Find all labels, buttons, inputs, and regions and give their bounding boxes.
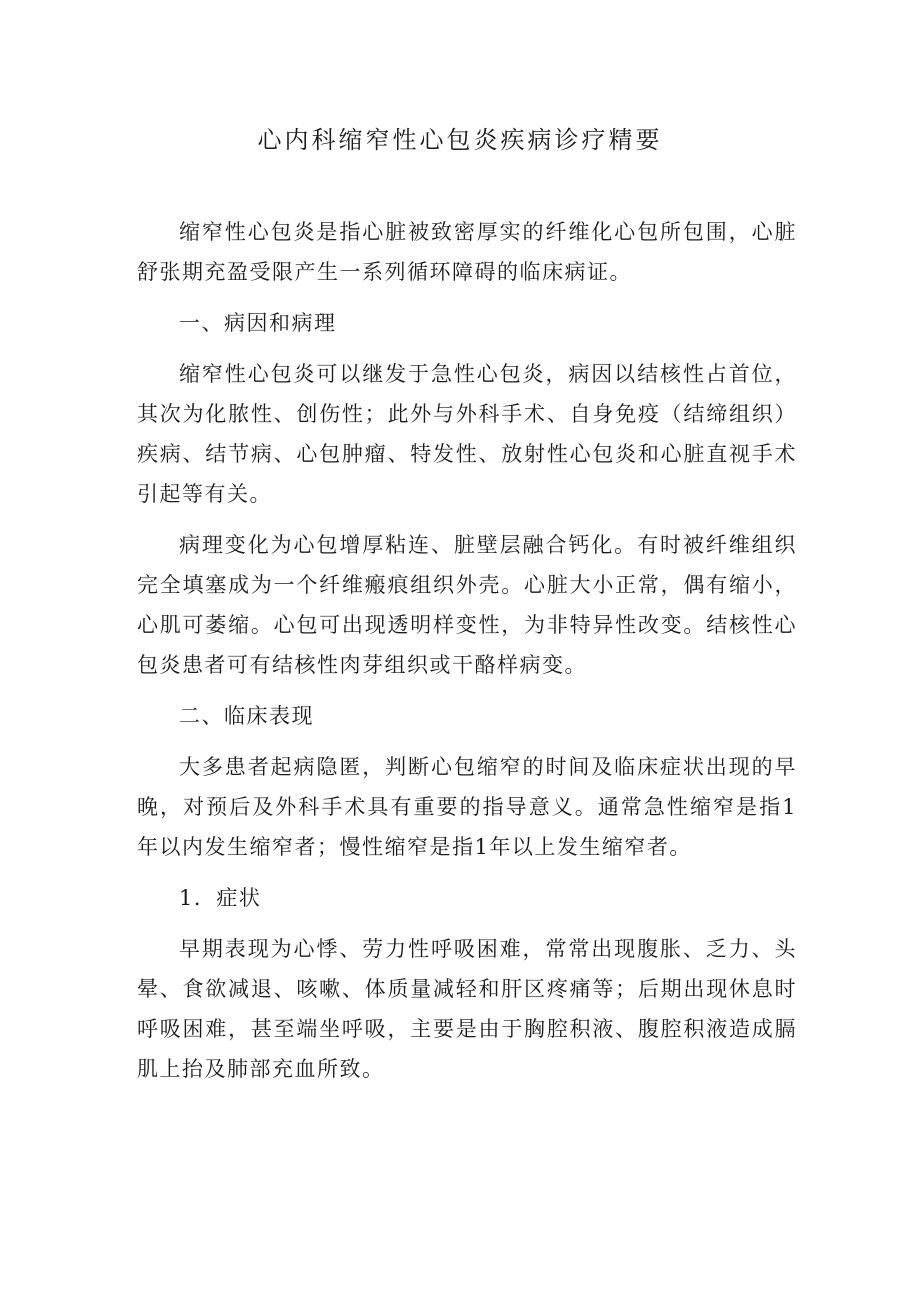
subsection-heading-symptoms: 1．症状	[179, 886, 262, 910]
paragraph-intro: 缩窄性心包炎是指心脏被致密厚实的纤维化心包所包围，心脏舒张期充盈受限产生一系列循环障碍的临床病证。	[137, 220, 797, 284]
section-heading-clinical: 二、临床表现	[179, 704, 314, 728]
document-title: 心内科缩窄性心包炎疾病诊疗精要	[257, 126, 663, 154]
section-heading-etiology: 一、病因和病理	[179, 311, 337, 335]
paragraph-symptoms: 早期表现为心悸、劳力性呼吸困难，常常出现腹胀、乏力、头晕、食欲减退、咳嗽、体质量减轻和肝区疼痛等；后期出现休息时呼吸困难，甚至端坐呼吸，主要是由于胸腔积液、腹腔积液造成膈肌上抬及肺部充血所致。	[137, 937, 797, 1081]
paragraph-pathology: 病理变化为心包增厚粘连、脏壁层融合钙化。有时被纤维组织完全填塞成为一个纤维瘢痕组织外壳。心脏大小正常，偶有缩小，心肌可萎缩。心包可出现透明样变性，为非特异性改变。结核性心包炎患者可有结核性肉芽组织或干酪样病变。	[137, 533, 797, 677]
document-body	[137, 212, 797, 1100]
paragraph-etiology: 缩窄性心包炎可以继发于急性心包炎，病因以结核性占首位，其次为化脓性、创伤性；此外与外科手术、自身免疫（结缔组织）疾病、结节病、心包肿瘤、特发性、放射性心包炎和心脏直视手术引起等有关。	[137, 362, 797, 506]
paragraph-clinical: 大多患者起病隐匿，判断心包缩窄的时间及临床症状出现的早晚，对预后及外科手术具有重要的指导意义。通常急性缩窄是指1年以内发生缩窄者；慢性缩窄是指1年以上发生缩窄者。	[137, 755, 797, 859]
